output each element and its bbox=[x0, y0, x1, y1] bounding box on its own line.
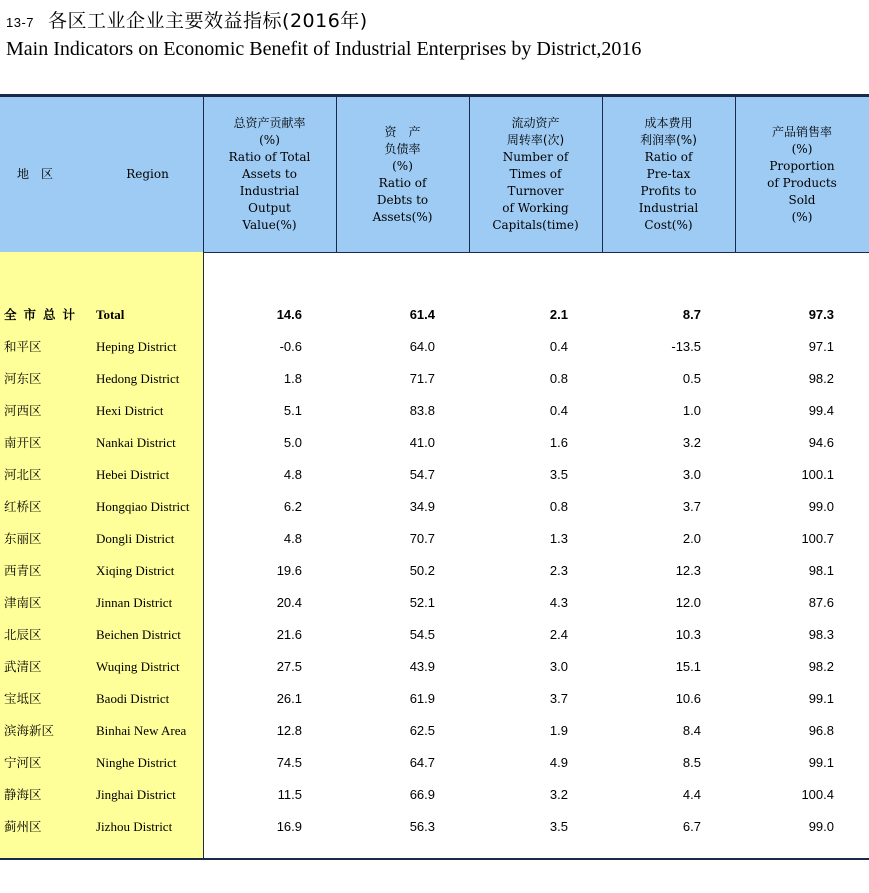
table-header bbox=[0, 97, 869, 252]
turnover-cell: 2.3 bbox=[549, 563, 568, 578]
sales-rate-cell: 98.3 bbox=[808, 627, 834, 642]
header-line: Industrial bbox=[239, 184, 300, 198]
table-title-cn-text: 各区工业企业主要效益指标(2016年) bbox=[48, 10, 368, 32]
debts-ratio-cell: 64.7 bbox=[409, 755, 435, 770]
sales-rate-cell: 97.1 bbox=[808, 339, 834, 354]
sales-rate-cell: 98.1 bbox=[808, 563, 834, 578]
header-col5-lines bbox=[767, 124, 837, 226]
table-title-cn bbox=[6, 6, 368, 33]
region-name-en: Xiqing District bbox=[96, 563, 175, 578]
header-col-debts-ratio bbox=[336, 97, 469, 252]
debts-ratio-cell: 61.9 bbox=[409, 691, 435, 706]
table-number: 13-7 bbox=[6, 15, 35, 30]
table-row bbox=[0, 555, 869, 587]
header-line: Cost(%) bbox=[644, 218, 693, 232]
header-region-en-text: Region bbox=[126, 167, 169, 181]
turnover-cell: 3.0 bbox=[549, 659, 568, 674]
turnover-cell: 2.1 bbox=[549, 307, 568, 322]
region-name-cn: 河东区 bbox=[4, 371, 42, 386]
total-assets-ratio-cell: 5.1 bbox=[283, 403, 302, 418]
profit-ratio-cell: 0.5 bbox=[682, 371, 701, 386]
profit-ratio-cell: 8.7 bbox=[682, 307, 701, 322]
region-name-en: Hebei District bbox=[96, 467, 170, 482]
header-line: Proportion bbox=[769, 158, 835, 173]
total-assets-ratio-cell: 1.8 bbox=[283, 371, 302, 386]
profit-ratio-cell: 3.2 bbox=[682, 435, 701, 450]
sales-rate-cell: 99.4 bbox=[808, 403, 834, 418]
turnover-cell: 4.3 bbox=[549, 595, 568, 610]
region-name-cn: 津南区 bbox=[4, 595, 42, 610]
sales-rate-cell: 100.7 bbox=[801, 531, 834, 546]
sales-rate-cell: 94.6 bbox=[808, 435, 834, 450]
header-col2-lines bbox=[373, 124, 433, 226]
region-name-cn: 和平区 bbox=[4, 339, 42, 354]
debts-ratio-cell: 56.3 bbox=[409, 819, 435, 834]
sales-rate-cell: 96.8 bbox=[808, 723, 834, 738]
header-line: Ratio of Total bbox=[228, 150, 311, 164]
debts-ratio-cell: 71.7 bbox=[409, 371, 435, 386]
region-name-cn: 静海区 bbox=[4, 787, 42, 802]
region-name-en: Wuqing District bbox=[96, 659, 180, 674]
table-row bbox=[0, 747, 869, 779]
header-line: Capitals(time) bbox=[492, 218, 579, 232]
turnover-cell: 0.4 bbox=[549, 403, 568, 418]
region-name-en: Total bbox=[96, 307, 125, 322]
total-assets-ratio-cell: 11.5 bbox=[277, 787, 302, 802]
table-row bbox=[0, 523, 869, 555]
region-name-en: Dongli District bbox=[96, 531, 175, 546]
header-line: Output bbox=[248, 201, 291, 215]
header-line: Value(%) bbox=[242, 218, 297, 232]
turnover-cell: 3.2 bbox=[549, 787, 568, 802]
profit-ratio-cell: 3.7 bbox=[682, 499, 701, 514]
table-row bbox=[0, 491, 869, 523]
total-assets-ratio-cell: -0.6 bbox=[279, 339, 302, 354]
region-name-en: Jinghai District bbox=[96, 787, 176, 802]
region-name-en: Beichen District bbox=[96, 627, 181, 642]
turnover-cell: 3.5 bbox=[549, 819, 568, 834]
header-line: 利润率(%) bbox=[640, 133, 697, 147]
table-row bbox=[0, 331, 869, 363]
table-title-en: Main Indicators on Economic Benefit of Industrial Enterprises by District,2016 bbox=[6, 38, 642, 60]
header-divider bbox=[735, 97, 736, 252]
debts-ratio-cell: 41.0 bbox=[409, 435, 435, 450]
sales-rate-cell: 99.1 bbox=[808, 755, 834, 770]
turnover-cell: 1.6 bbox=[549, 435, 568, 450]
profit-ratio-cell: 8.5 bbox=[682, 755, 701, 770]
profit-ratio-cell: 6.7 bbox=[682, 819, 701, 834]
header-line: 总资产贡献率 bbox=[233, 116, 306, 130]
header-line: Profits to bbox=[640, 184, 697, 198]
turnover-cell: 1.3 bbox=[549, 531, 568, 546]
header-line: of Products bbox=[767, 175, 837, 190]
region-name-cn: 全市总计 bbox=[4, 307, 83, 322]
turnover-cell: 0.8 bbox=[549, 499, 568, 514]
table-row bbox=[0, 779, 869, 811]
header-line: 资 产 bbox=[384, 124, 421, 139]
total-assets-ratio-cell: 27.5 bbox=[276, 659, 302, 674]
turnover-cell: 0.8 bbox=[549, 371, 568, 386]
total-assets-ratio-cell: 20.4 bbox=[276, 595, 302, 610]
profit-ratio-cell: -13.5 bbox=[671, 339, 701, 354]
total-row bbox=[0, 299, 869, 331]
region-name-cn: 宁河区 bbox=[4, 755, 42, 770]
header-col-turnover bbox=[469, 97, 602, 252]
total-assets-ratio-cell: 74.5 bbox=[276, 755, 302, 770]
total-assets-ratio-cell: 21.6 bbox=[276, 627, 302, 642]
header-col-sales-rate bbox=[735, 97, 869, 252]
profit-ratio-cell: 10.6 bbox=[675, 691, 701, 706]
region-name-en: Baodi District bbox=[96, 691, 170, 706]
debts-ratio-cell: 50.2 bbox=[409, 563, 435, 578]
region-name-en: Hexi District bbox=[96, 403, 164, 418]
region-name-cn: 东丽区 bbox=[4, 531, 42, 546]
table-row bbox=[0, 587, 869, 619]
debts-ratio-cell: 61.4 bbox=[409, 307, 435, 322]
table-row bbox=[0, 363, 869, 395]
sales-rate-cell: 97.3 bbox=[808, 307, 834, 322]
header-col1-lines bbox=[229, 115, 311, 234]
region-name-en: Binhai New Area bbox=[96, 723, 187, 738]
header-col-profit-ratio bbox=[602, 97, 735, 252]
profit-ratio-cell: 4.4 bbox=[682, 787, 701, 802]
total-assets-ratio-cell: 4.8 bbox=[283, 467, 302, 482]
region-name-cn: 北辰区 bbox=[4, 627, 42, 642]
sales-rate-cell: 98.2 bbox=[808, 659, 834, 674]
header-line: Industrial bbox=[638, 201, 699, 215]
region-name-cn: 滨海新区 bbox=[4, 723, 55, 738]
table-row bbox=[0, 459, 869, 491]
header-line: Times of bbox=[509, 167, 562, 181]
header-line: 产品销售率 bbox=[771, 124, 832, 139]
table-row bbox=[0, 395, 869, 427]
header-divider bbox=[203, 97, 204, 252]
region-name-cn: 蓟州区 bbox=[4, 819, 42, 834]
header-line: 成本费用 bbox=[644, 116, 693, 130]
profit-ratio-cell: 3.0 bbox=[682, 467, 701, 482]
header-line: (%) bbox=[259, 133, 280, 147]
table-row bbox=[0, 715, 869, 747]
header-line: Pre-tax bbox=[646, 167, 691, 181]
sales-rate-cell: 100.4 bbox=[801, 787, 834, 802]
profit-ratio-cell: 1.0 bbox=[682, 403, 701, 418]
header-line: Assets(%) bbox=[372, 209, 433, 224]
region-name-en: Ninghe District bbox=[96, 755, 177, 770]
header-region-en bbox=[100, 97, 195, 252]
debts-ratio-cell: 54.5 bbox=[409, 627, 435, 642]
header-region-cn bbox=[0, 97, 70, 252]
region-name-en: Hongqiao District bbox=[96, 499, 190, 514]
total-assets-ratio-cell: 26.1 bbox=[276, 691, 302, 706]
profit-ratio-cell: 15.1 bbox=[675, 659, 701, 674]
region-name-en: Heping District bbox=[96, 339, 177, 354]
region-name-cn: 红桥区 bbox=[4, 499, 42, 514]
profit-ratio-cell: 12.3 bbox=[675, 563, 701, 578]
total-assets-ratio-cell: 19.6 bbox=[276, 563, 302, 578]
sales-rate-cell: 87.6 bbox=[808, 595, 834, 610]
header-line: Sold bbox=[788, 192, 816, 207]
sales-rate-cell: 99.0 bbox=[808, 499, 834, 514]
header-line: Ratio of bbox=[378, 175, 427, 190]
profit-ratio-cell: 8.4 bbox=[682, 723, 701, 738]
debts-ratio-cell: 52.1 bbox=[409, 595, 435, 610]
region-name-cn: 南开区 bbox=[4, 435, 42, 450]
turnover-cell: 4.9 bbox=[549, 755, 568, 770]
table-row bbox=[0, 683, 869, 715]
header-col3-lines bbox=[492, 115, 578, 234]
turnover-cell: 3.7 bbox=[549, 691, 568, 706]
table-row bbox=[0, 651, 869, 683]
table-row bbox=[0, 427, 869, 459]
debts-ratio-cell: 64.0 bbox=[409, 339, 435, 354]
region-name-en: Jizhou District bbox=[96, 819, 173, 834]
header-line: 周转率(次) bbox=[506, 133, 565, 147]
profit-ratio-cell: 10.3 bbox=[675, 627, 701, 642]
header-region-cn-text: 地 区 bbox=[16, 167, 53, 181]
debts-ratio-cell: 34.9 bbox=[409, 499, 435, 514]
debts-ratio-cell: 70.7 bbox=[409, 531, 435, 546]
total-assets-ratio-cell: 4.8 bbox=[283, 531, 302, 546]
turnover-cell: 1.9 bbox=[549, 723, 568, 738]
region-name-en: Hedong District bbox=[96, 371, 180, 386]
table-bottom-rule bbox=[0, 858, 869, 860]
region-name-cn: 河西区 bbox=[4, 403, 42, 418]
debts-ratio-cell: 43.9 bbox=[409, 659, 435, 674]
sales-rate-cell: 100.1 bbox=[801, 467, 834, 482]
profit-ratio-cell: 12.0 bbox=[675, 595, 701, 610]
turnover-cell: 0.4 bbox=[549, 339, 568, 354]
total-assets-ratio-cell: 16.9 bbox=[276, 819, 302, 834]
header-divider bbox=[336, 97, 337, 252]
debts-ratio-cell: 62.5 bbox=[409, 723, 435, 738]
header-line: Number of bbox=[502, 150, 569, 164]
sales-rate-cell: 99.0 bbox=[808, 819, 834, 834]
header-line: (%) bbox=[791, 141, 813, 156]
sales-rate-cell: 98.2 bbox=[808, 371, 834, 386]
profit-ratio-cell: 2.0 bbox=[682, 531, 701, 546]
total-assets-ratio-cell: 6.2 bbox=[283, 499, 302, 514]
region-name-cn: 宝坻区 bbox=[4, 691, 42, 706]
total-assets-ratio-cell: 5.0 bbox=[283, 435, 302, 450]
header-line: of Working bbox=[502, 201, 569, 215]
table-row bbox=[0, 811, 869, 843]
header-line: 负债率 bbox=[384, 141, 421, 156]
debts-ratio-cell: 54.7 bbox=[409, 467, 435, 482]
header-line: Debts to bbox=[376, 192, 429, 207]
header-col-total-assets bbox=[203, 97, 336, 252]
sales-rate-cell: 99.1 bbox=[808, 691, 834, 706]
header-col4-lines bbox=[639, 115, 698, 234]
region-name-cn: 西青区 bbox=[4, 563, 42, 578]
total-assets-ratio-cell: 14.6 bbox=[276, 307, 302, 322]
turnover-cell: 2.4 bbox=[549, 627, 568, 642]
region-name-en: Jinnan District bbox=[96, 595, 173, 610]
header-line: Ratio of bbox=[644, 150, 693, 164]
region-name-en: Nankai District bbox=[96, 435, 176, 450]
header-line: (%) bbox=[392, 158, 413, 173]
table-row bbox=[0, 619, 869, 651]
header-line: 流动资产 bbox=[511, 116, 560, 130]
header-divider bbox=[469, 97, 470, 252]
header-divider bbox=[602, 97, 603, 252]
header-line: (%) bbox=[791, 209, 813, 224]
header-line: Assets to bbox=[242, 167, 297, 181]
region-name-cn: 武清区 bbox=[4, 659, 42, 674]
total-assets-ratio-cell: 12.8 bbox=[276, 723, 302, 738]
region-name-cn: 河北区 bbox=[4, 467, 42, 482]
turnover-cell: 3.5 bbox=[549, 467, 568, 482]
debts-ratio-cell: 83.8 bbox=[409, 403, 435, 418]
debts-ratio-cell: 66.9 bbox=[409, 787, 435, 802]
header-line: Turnover bbox=[507, 184, 564, 198]
